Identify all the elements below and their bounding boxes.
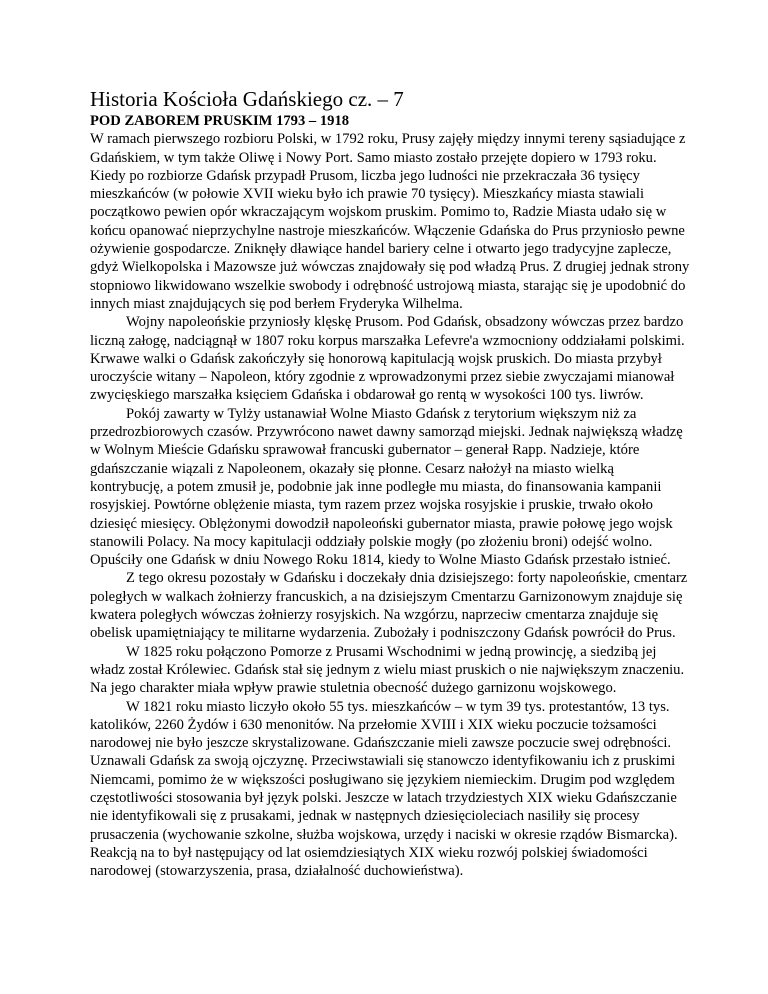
paragraph-2: Wojny napoleońskie przyniosły klęskę Prusom. Pod Gdańsk, obsadzony wówczas przez bardzo liczną załogę, nadciągnął w 1807 roku korpus marszałka Lefevre'a wzmocniony oddziałami polskimi. Krwawe walki o Gdańsk zakończyły się honorową kapitulacją wojsk pruskich. Do miasta przybył uroczyście witany – Napoleon, który zgodnie z wprowadzonymi przez siebie zwyczajami mianował zwycięskiego marszałka księciem Gdańska i obdarował go rentą w wysokości 100 tys. liwrów. <box>90 314 685 404</box>
paragraph-3: Pokój zawarty w Tylży ustanawiał Wolne Miasto Gdańsk z terytorium większym niż za przedrozbiorowych czasów. Przywrócono nawet dawny samorząd miejski. Jednak największą władzę w Wolnym Mieście Gdańsku sprawował francuski gubernator – generał Rapp. Nadzieje, które gdańszczanie wiązali z Napoleonem, okazały się płonne. Cesarz nałożył na miasto wielką kontrybucję, a potem zmusił je, podobnie jak inne podległe mu miasta, do finansowania kampanii rosyjskiej. Powtórne oblężenie miasta, tym razem przez wojska rosyjskie i pruskie, trwało około dziesięć miesięcy. Oblężonymi dowodził napoleoński gubernator miasta, prawie połowę jego wojsk stanowili Polacy. Na mocy kapitulacji oddziały polskie mogły (po złożeniu broni) odejść wolno. Opuściły one Gdańsk w dniu Nowego Roku 1814, kiedy to Wolne Miasto Gdańsk przestało istnieć. <box>90 405 683 569</box>
paragraph-1: W ramach pierwszego rozbioru Polski, w 1792 roku, Prusy zajęły między innymi tereny sąsiadujące z Gdańskiem, w tym także Oliwę i Nowy Port. Samo miasto zostało przejęte dopiero w 1793 roku. Kiedy po rozbiorze Gdańsk przypadł Prusom, liczba jego ludności nie przekraczała 36 tysięcy mieszkańców (w połowie XVII wieku było ich prawie 70 tysięcy). Mieszkańcy miasta stawiali początkowo pewien opór wkraczającym wojskom pruskim. Pomimo to, Radzie Miasta udało się w końcu opanować nieprzychylne nastroje mieszkańców. Włączenie Gdańska do Prus przyniosło pewne ożywienie gospodarcze. Zniknęły dławiące handel bariery celne i otwarto jego tradycyjne zaplecze, gdyż Wielkopolska i Mazowsze już wówczas znajdowały się pod władzą Prus. Z drugiej jednak strony stopniowo likwidowano wszelkie swobody i odrębność ustrojową miasta, starając się je upodobnić do innych miast znajdujących się pod berłem Fryderyka Wilhelma. <box>90 131 690 312</box>
paragraph-4: Z tego okresu pozostały w Gdańsku i doczekały dnia dzisiejszego: forty napoleońskie, cmentarz poległych w walkach żołnierzy francuskich, a na dzisiejszym Cmentarzu Garnizonowym znajduje się kwatera poległych wówczas żołnierzy rosyjskich. Na wzgórzu, naprzeciw cmentarza znajduje się obelisk upamiętniający te militarne wydarzenia. Zubożały i podniszczony Gdańsk powrócił do Prus. <box>90 570 688 642</box>
document-title: Historia Kościoła Gdańskiego cz. – 7 <box>90 87 404 111</box>
paragraph-5: W 1825 roku połączono Pomorze z Prusami Wschodnimi w jedną prowincję, a siedzibą jej władz został Królewiec. Gdańsk stał się jednym z wielu miast pruskich o nie największym znaczeniu. Na jego charakter miała wpływ prawie stuletnia obecność dużego garnizonu wojskowego. <box>90 643 685 697</box>
section-heading: POD ZABOREM PRUSKIM 1793 – 1918 <box>90 113 350 129</box>
document-page <box>90 86 690 880</box>
paragraph-6: W 1821 roku miasto liczyło około 55 tys. mieszkańców – w tym 39 tys. protestantów, 13 tys. katolików, 2260 Żydów i 630 menonitów. Na przełomie XVIII i XIX wieku poczucie tożsamości narodowej nie było jeszcze skrystalizowane. Gdańszczanie mieli zawsze poczucie swej odrębności. Uznawali Gdańsk za swoją ojczyznę. Przeciwstawiali się stanowczo identyfikowaniu ich z pruskimi Niemcami, pomimo że w większości posługiwano się językiem niemieckim. Drugim pod względem częstotliwości stosowania był język polski. Jeszcze w latach trzydziestych XIX wieku Gdańszczanie nie identyfikowali się z prusakami, jednak w następnych dziesięcioleciach nasiliły się procesy prusaczenia (wychowanie szkolne, służba wojskowa, urzędy i naciski w okresie rządów Bismarcka). Reakcją na to był następujący od lat osiemdziesiątych XIX wieku rozwój polskiej świadomości narodowej (stowarzyszenia, prasa, działalność duchowieństwa). <box>90 698 678 880</box>
